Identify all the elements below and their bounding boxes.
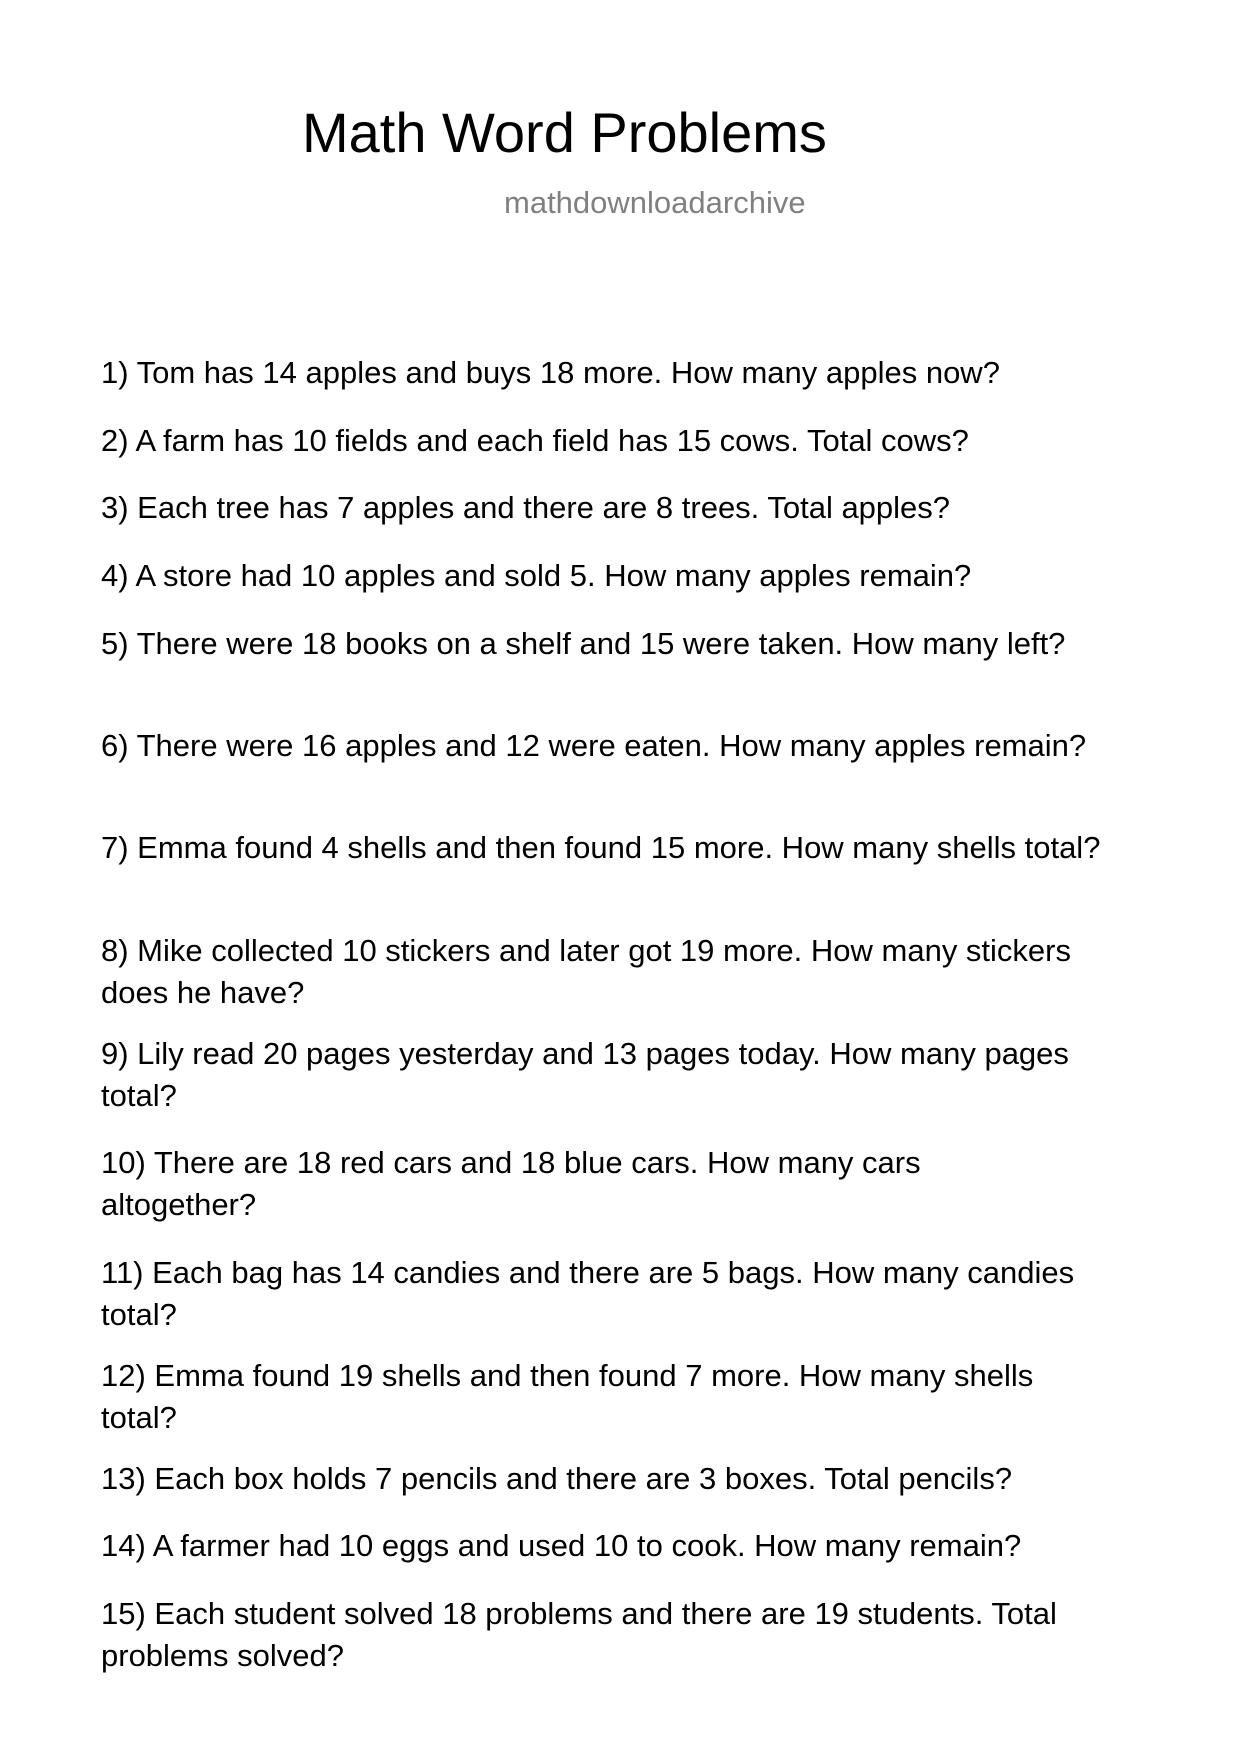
problem-item: 1) Tom has 14 apples and buys 18 more. How many apples now? — [101, 355, 1000, 390]
problem-item: 6) There were 16 apples and 12 were eaten. How many apples remain? — [101, 728, 1087, 763]
problem-item: 3) Each tree has 7 apples and there are 8 trees. Total apples? — [101, 490, 951, 525]
problem-item: 10) There are 18 red cars and 18 blue cars. How many cars altogether? — [101, 1145, 921, 1222]
problem-item: 2) A farm has 10 fields and each field has 15 cows. Total cows? — [101, 423, 969, 458]
problem-item: 13) Each box holds 7 pencils and there are 3 boxes. Total pencils? — [101, 1461, 1013, 1496]
problem-item: 14) A farmer had 10 eggs and used 10 to cook. How many remain? — [101, 1528, 1022, 1563]
problem-item: 15) Each student solved 18 problems and there are 19 students. Total problems solved? — [101, 1596, 1057, 1673]
problem-item: 12) Emma found 19 shells and then found 7 more. How many shells total? — [101, 1358, 1034, 1435]
page-title: Math Word Problems — [302, 101, 827, 164]
problem-item: 9) Lily read 20 pages yesterday and 13 pages today. How many pages total? — [101, 1036, 1069, 1113]
problem-item: 5) There were 18 books on a shelf and 15 were taken. How many left? — [101, 626, 1066, 661]
problem-item: 8) Mike collected 10 stickers and later got 19 more. How many stickers does he have? — [101, 933, 1071, 1010]
problem-item: 4) A store had 10 apples and sold 5. How many apples remain? — [101, 558, 972, 593]
problem-item: 11) Each bag has 14 candies and there are 5 bags. How many candies total? — [101, 1255, 1075, 1332]
page-subtitle: mathdownloadarchive — [504, 185, 806, 220]
problem-item: 7) Emma found 4 shells and then found 15 more. How many shells total? — [101, 830, 1101, 865]
